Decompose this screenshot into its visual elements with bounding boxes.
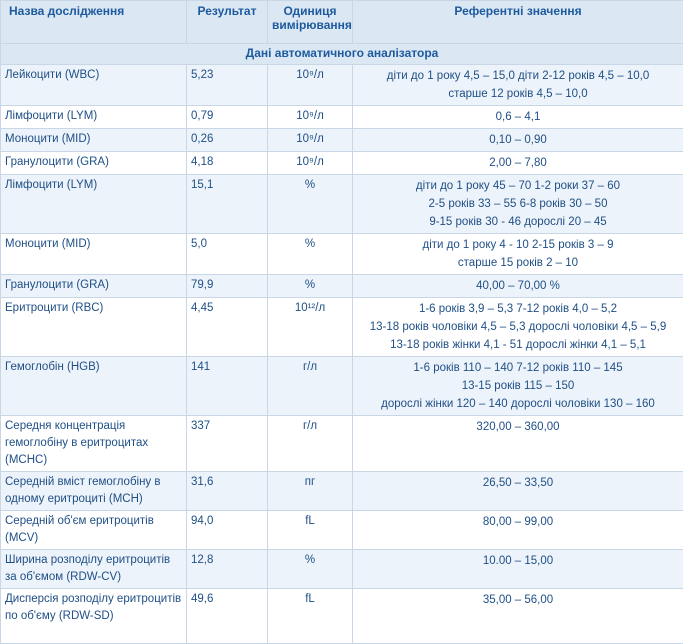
reference-line: діти до 1 року 45 – 70 1-2 роки 37 – 60: [357, 177, 679, 195]
reference-line: старше 15 років 2 – 10: [357, 254, 679, 272]
header-name: Назва дослідження: [1, 1, 187, 44]
table-row: [1, 65, 683, 106]
test-name: Лейкоцити (WBC): [1, 65, 187, 106]
table-row: [1, 129, 683, 152]
reference-line: 2-5 років 33 – 55 6-8 років 30 – 50: [357, 195, 679, 213]
test-unit: fL: [268, 589, 353, 644]
section-row: [1, 44, 683, 65]
test-name: Ширина розподілу еритроцитів за об'ємом (RDW-CV): [1, 550, 187, 589]
reference-line: 0,10 – 0,90: [357, 131, 679, 149]
reference-values: [353, 129, 683, 152]
reference-line: 80,00 – 99,00: [357, 513, 679, 531]
test-unit: пг: [268, 472, 353, 511]
test-unit: %: [268, 275, 353, 298]
reference-values: [353, 152, 683, 175]
reference-values: [353, 550, 683, 589]
header-row: [1, 1, 683, 44]
test-unit: %: [268, 175, 353, 234]
test-result: 0,79: [187, 106, 268, 129]
table-row: [1, 175, 683, 234]
test-result: 15,1: [187, 175, 268, 234]
test-name: Дисперсія розподілу еритроцитів по об'єму (RDW-SD): [1, 589, 187, 644]
reference-values: [353, 175, 683, 234]
reference-line: 1-6 років 110 – 140 7-12 років 110 – 145: [357, 359, 679, 377]
test-result: 31,6: [187, 472, 268, 511]
reference-values: [353, 298, 683, 357]
reference-line: старше 12 років 4,5 – 10,0: [357, 85, 679, 103]
test-name: Середній об'єм еритроцитів (MCV): [1, 511, 187, 550]
reference-line: 10.00 – 15,00: [357, 552, 679, 570]
table-row: [1, 275, 683, 298]
test-unit: 10⁹/л: [268, 152, 353, 175]
reference-values: [353, 65, 683, 106]
reference-line: 13-15 років 115 – 150: [357, 377, 679, 395]
reference-values: [353, 511, 683, 550]
reference-values: [353, 357, 683, 416]
test-name: Лімфоцити (LYM): [1, 106, 187, 129]
test-result: 0,26: [187, 129, 268, 152]
test-result: 5,0: [187, 234, 268, 275]
test-name: Гранулоцити (GRA): [1, 152, 187, 175]
reference-line: 26,50 – 33,50: [357, 474, 679, 492]
reference-line: діти до 1 року 4,5 – 15,0 діти 2-12 років 4,5 – 10,0: [357, 67, 679, 85]
test-result: 12,8: [187, 550, 268, 589]
reference-values: [353, 106, 683, 129]
table-body: [1, 44, 683, 644]
reference-values: [353, 472, 683, 511]
test-result: 141: [187, 357, 268, 416]
test-name: Гемоглобін (HGB): [1, 357, 187, 416]
reference-line: 13-18 років чоловіки 4,5 – 5,3 дорослі чоловіки 4,5 – 5,9: [357, 318, 679, 336]
test-result: 4,18: [187, 152, 268, 175]
test-name: Моноцити (MID): [1, 129, 187, 152]
test-result: 337: [187, 416, 268, 472]
reference-line: діти до 1 року 4 - 10 2-15 років 3 – 9: [357, 236, 679, 254]
test-unit: 10⁹/л: [268, 65, 353, 106]
table-row: [1, 234, 683, 275]
test-result: 94,0: [187, 511, 268, 550]
table-row: [1, 106, 683, 129]
test-name: Моноцити (MID): [1, 234, 187, 275]
test-result: 49,6: [187, 589, 268, 644]
test-unit: 10¹²/л: [268, 298, 353, 357]
reference-line: 1-6 років 3,9 – 5,3 7-12 років 4,0 – 5,2: [357, 300, 679, 318]
reference-line: 35,00 – 56,00: [357, 591, 679, 609]
reference-values: [353, 275, 683, 298]
table-row: [1, 550, 683, 589]
test-unit: fL: [268, 511, 353, 550]
table-row: [1, 298, 683, 357]
reference-values: [353, 234, 683, 275]
test-unit: 10⁹/л: [268, 129, 353, 152]
table-row: [1, 472, 683, 511]
table-row: [1, 416, 683, 472]
table-row: [1, 152, 683, 175]
reference-line: 13-18 років жінки 4,1 - 51 дорослі жінки 4,1 – 5,1: [357, 336, 679, 354]
table-row: [1, 511, 683, 550]
reference-line: 9-15 років 30 - 46 дорослі 20 – 45: [357, 213, 679, 231]
reference-values: [353, 589, 683, 644]
test-name: Середній вміст гемоглобіну в одному еритроциті (MCH): [1, 472, 187, 511]
test-unit: г/л: [268, 416, 353, 472]
section-title: Дані автоматичного аналізатора: [1, 44, 683, 65]
reference-line: 2,00 – 7,80: [357, 154, 679, 172]
reference-values: [353, 416, 683, 472]
test-unit: %: [268, 234, 353, 275]
test-name: Середня концентрація гемоглобіну в еритроцитах (MCHC): [1, 416, 187, 472]
test-unit: %: [268, 550, 353, 589]
header-unit: Одиниця вимірювання: [268, 1, 353, 44]
table-row: [1, 589, 683, 644]
header-result: Результат: [187, 1, 268, 44]
test-name: Гранулоцити (GRA): [1, 275, 187, 298]
test-name: Еритроцити (RBC): [1, 298, 187, 357]
test-name: Лімфоцити (LYM): [1, 175, 187, 234]
reference-line: 40,00 – 70,00 %: [357, 277, 679, 295]
test-unit: г/л: [268, 357, 353, 416]
test-result: 5,23: [187, 65, 268, 106]
reference-line: дорослі жінки 120 – 140 дорослі чоловіки 130 – 160: [357, 395, 679, 413]
test-result: 4,45: [187, 298, 268, 357]
test-result: 79,9: [187, 275, 268, 298]
reference-line: 0,6 – 4,1: [357, 108, 679, 126]
table-row: [1, 357, 683, 416]
test-unit: 10⁹/л: [268, 106, 353, 129]
header-ref: Референтні значення: [353, 1, 683, 44]
reference-line: 320,00 – 360,00: [357, 418, 679, 436]
